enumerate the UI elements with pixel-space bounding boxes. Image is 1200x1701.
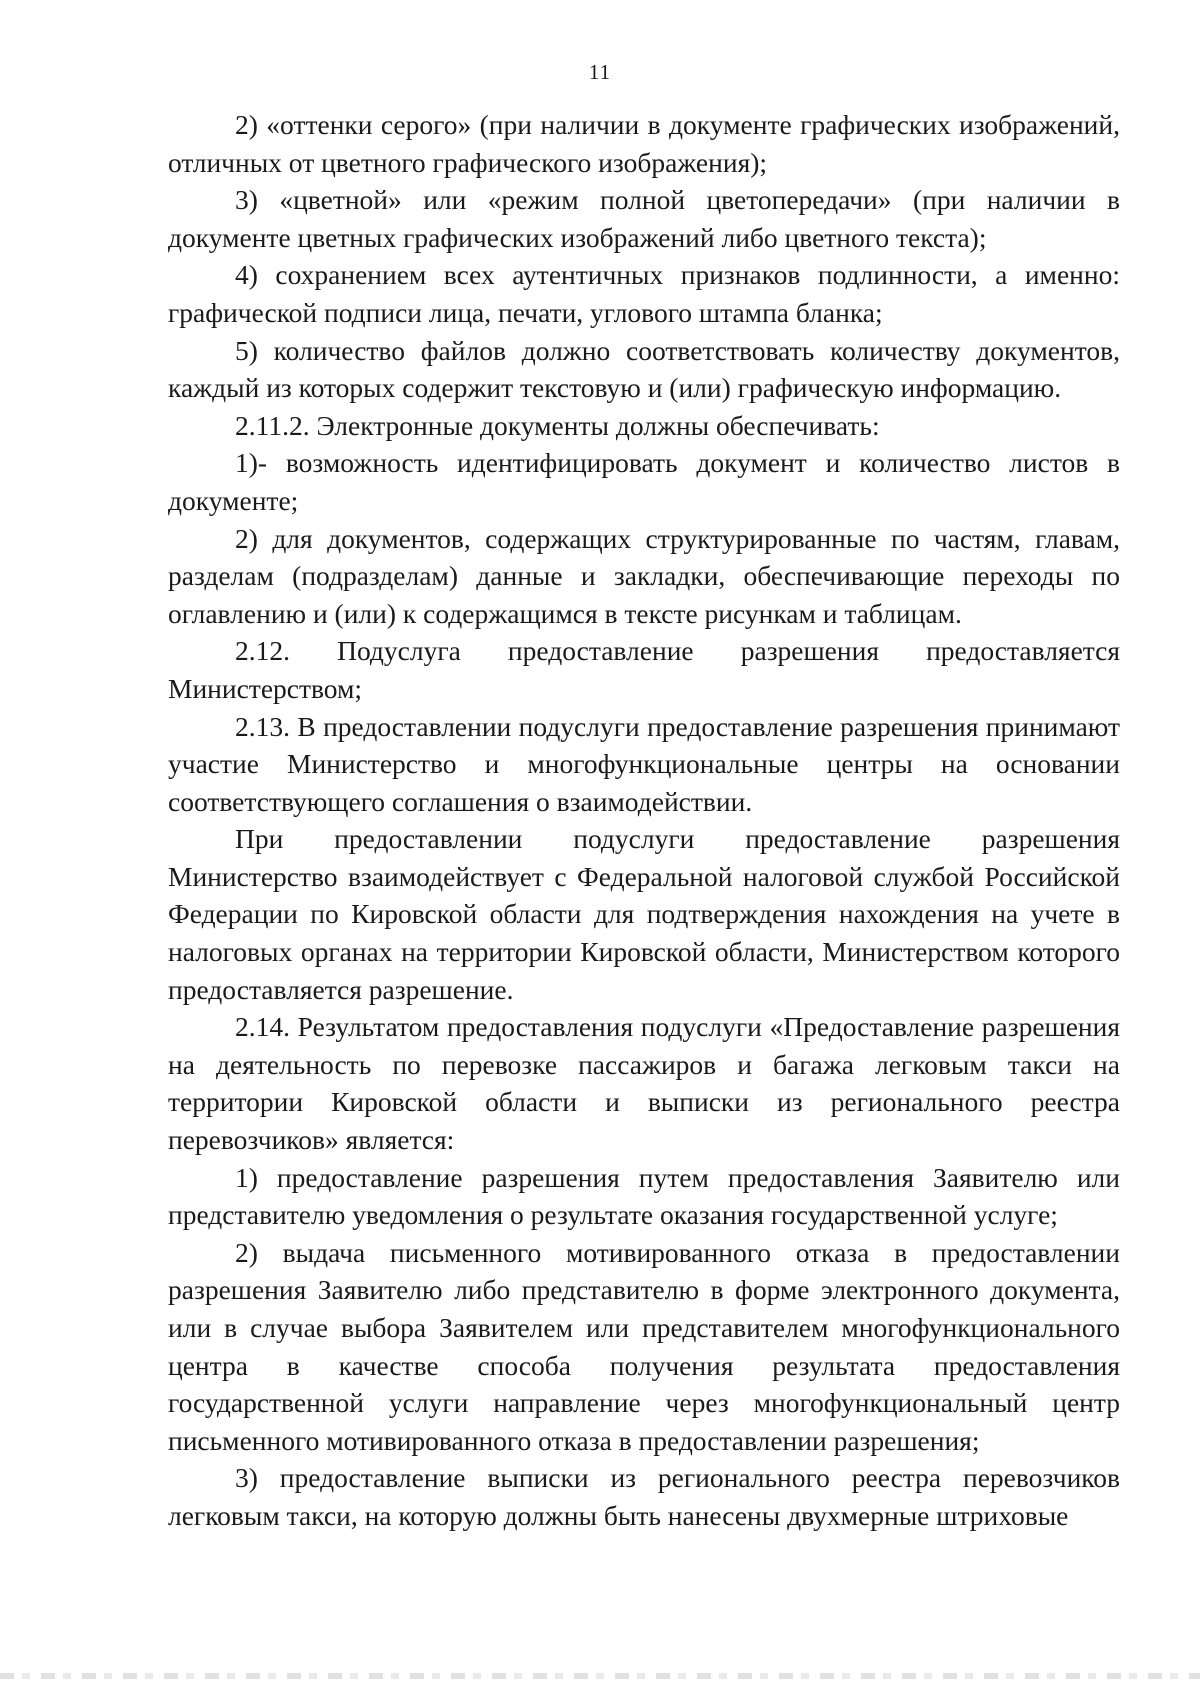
- paragraph-identify-document: 1)- возможность идентифицировать документ и количество листов в документе;: [168, 447, 1120, 516]
- paragraph-section-2-11-2: 2.11.2. Электронные документы должны обеспечивать:: [235, 409, 880, 441]
- paragraph-section-2-12: 2.12. Подуслуга предоставление разрешения предоставляется Министерством;: [168, 635, 1120, 704]
- paragraph-result-extract: 3) предоставление выписки из регионального реестра перевозчиков легковым такси, на которую должны быть нанесены двухмерные штриховые: [168, 1462, 1120, 1531]
- paragraph-result-refusal: 2) выдача письменного мотивированного отказа в предоставлении разрешения Заявителю либо представителю в форме электронного документа, или в случае выбора Заявителем или представителем многофункционального центра в качестве способа получения результата предоставления государственной услуги направление через многофункциональный центр письменного мотивированного отказа в предоставлении разрешения;: [168, 1236, 1120, 1456]
- paragraph-result-permit: 1) предоставление разрешения путем предоставления Заявителю или представителю уведомления о результате оказания государственной услуге;: [168, 1161, 1120, 1231]
- paragraph-authenticity: 4) сохранением всех аутентичных признаков подлинности, а именно: графической подписи лица, печати, углового штампа бланка;: [168, 259, 1120, 328]
- paragraph-file-count: 5) количество файлов должно соответствовать количеству документов, каждый из которых содержит текстовую и (или) графическую информацию.: [168, 334, 1120, 404]
- paragraph-color-mode: 3) «цветной» или «режим полной цветопередачи» (при наличии в документе цветных графических изображений либо цветного текста);: [168, 184, 1120, 253]
- paragraph-grayscale: 2) «оттенки серого» (при наличии в документе графических изображений, отличных от цветного графического изображения);: [168, 109, 1120, 178]
- paragraph-section-2-14: 2.14. Результатом предоставления подуслуги «Предоставление разрешения на деятельность по перевозке пассажиров и багажа легковым такси на территории Кировской области и выписки из регионального реестра перевозчиков» является:: [168, 1011, 1120, 1156]
- paragraph-interaction: При предоставлении подуслуги предоставление разрешения Министерство взаимодействует с Федеральной налоговой службой Российской Федерации по Кировской области для подтверждения нахождения на учете в налоговых органах на территории Кировской области, Министерством которого предоставляется разрешение.: [168, 823, 1120, 1005]
- document-body: [168, 106, 1120, 1535]
- page-number: 11: [588, 60, 612, 84]
- paragraph-section-2-13: 2.13. В предоставлении подуслуги предоставление разрешения принимают участие Министерство и многофункциональные центры на основании соответствующего соглашения о взаимодействии.: [168, 710, 1120, 817]
- scan-edge-artifact: [0, 1673, 1200, 1679]
- paragraph-structured-documents: 2) для документов, содержащих структурированные по частям, главам, разделам (подразделам) данные и закладки, обеспечивающие переходы по оглавлению и (или) к содержащимся в тексте рисункам и таблицам.: [168, 522, 1120, 629]
